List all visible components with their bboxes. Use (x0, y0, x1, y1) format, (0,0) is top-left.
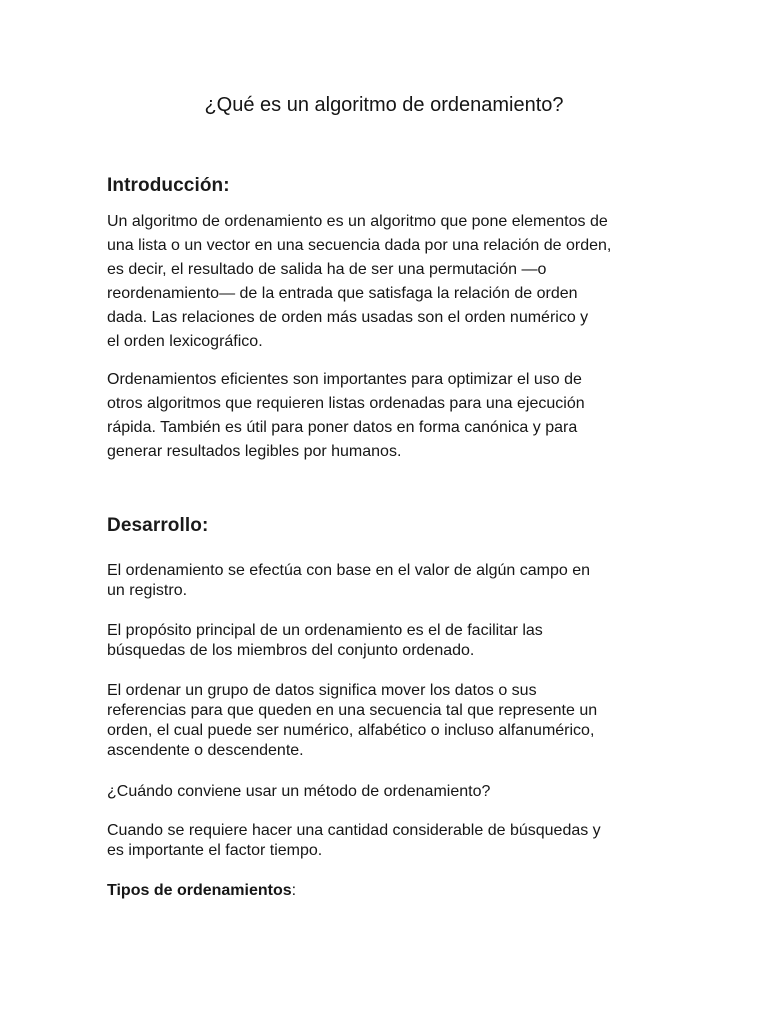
development-paragraph-2: El propósito principal de un ordenamiento es el de facilitar las búsquedas de los miembros del conjunto ordenado. (107, 622, 543, 659)
intro-paragraph-1: Un algoritmo de ordenamiento es un algoritmo que pone elementos de una lista o un vector en una secuencia dada por una relación de orden, es decir, el resultado de salida ha de ser una permutación —o reordenamiento— de la entrada que satisfaga la relación de orden dada. Las relaciones de orden más usadas son el orden numérico y el orden lexicográfico. (107, 213, 612, 350)
development-paragraph-1: El ordenamiento se efectúa con base en el valor de algún campo en un registro. (107, 562, 590, 599)
development-paragraph-4: Cuando se requiere hacer una cantidad considerable de búsquedas y es importante el factor tiempo. (107, 822, 601, 859)
document-title: ¿Qué es un algoritmo de ordenamiento? (204, 94, 564, 116)
development-paragraph-3: El ordenar un grupo de datos significa mover los datos o sus referencias para que queden en una secuencia tal que represente un orden, el cual puede ser numérico, alfabético o incluso alfanumérico, ascendente o descendente. (107, 682, 598, 759)
types-label-colon: : (291, 882, 297, 899)
intro-paragraph-2: Ordenamientos eficientes son importantes para optimizar el uso de otros algoritmos que requieren listas ordenadas para una ejecución rápida. También es útil para poner datos en forma canónica y para generar resultados legibles por humanos. (107, 371, 585, 460)
types-label-line (107, 881, 667, 901)
intro-heading: Introducción: (107, 175, 230, 196)
development-heading: Desarrollo: (107, 515, 209, 536)
types-label: Tipos de ordenamientos (107, 882, 292, 899)
question-line: ¿Cuándo conviene usar un método de ordenamiento? (107, 783, 491, 800)
